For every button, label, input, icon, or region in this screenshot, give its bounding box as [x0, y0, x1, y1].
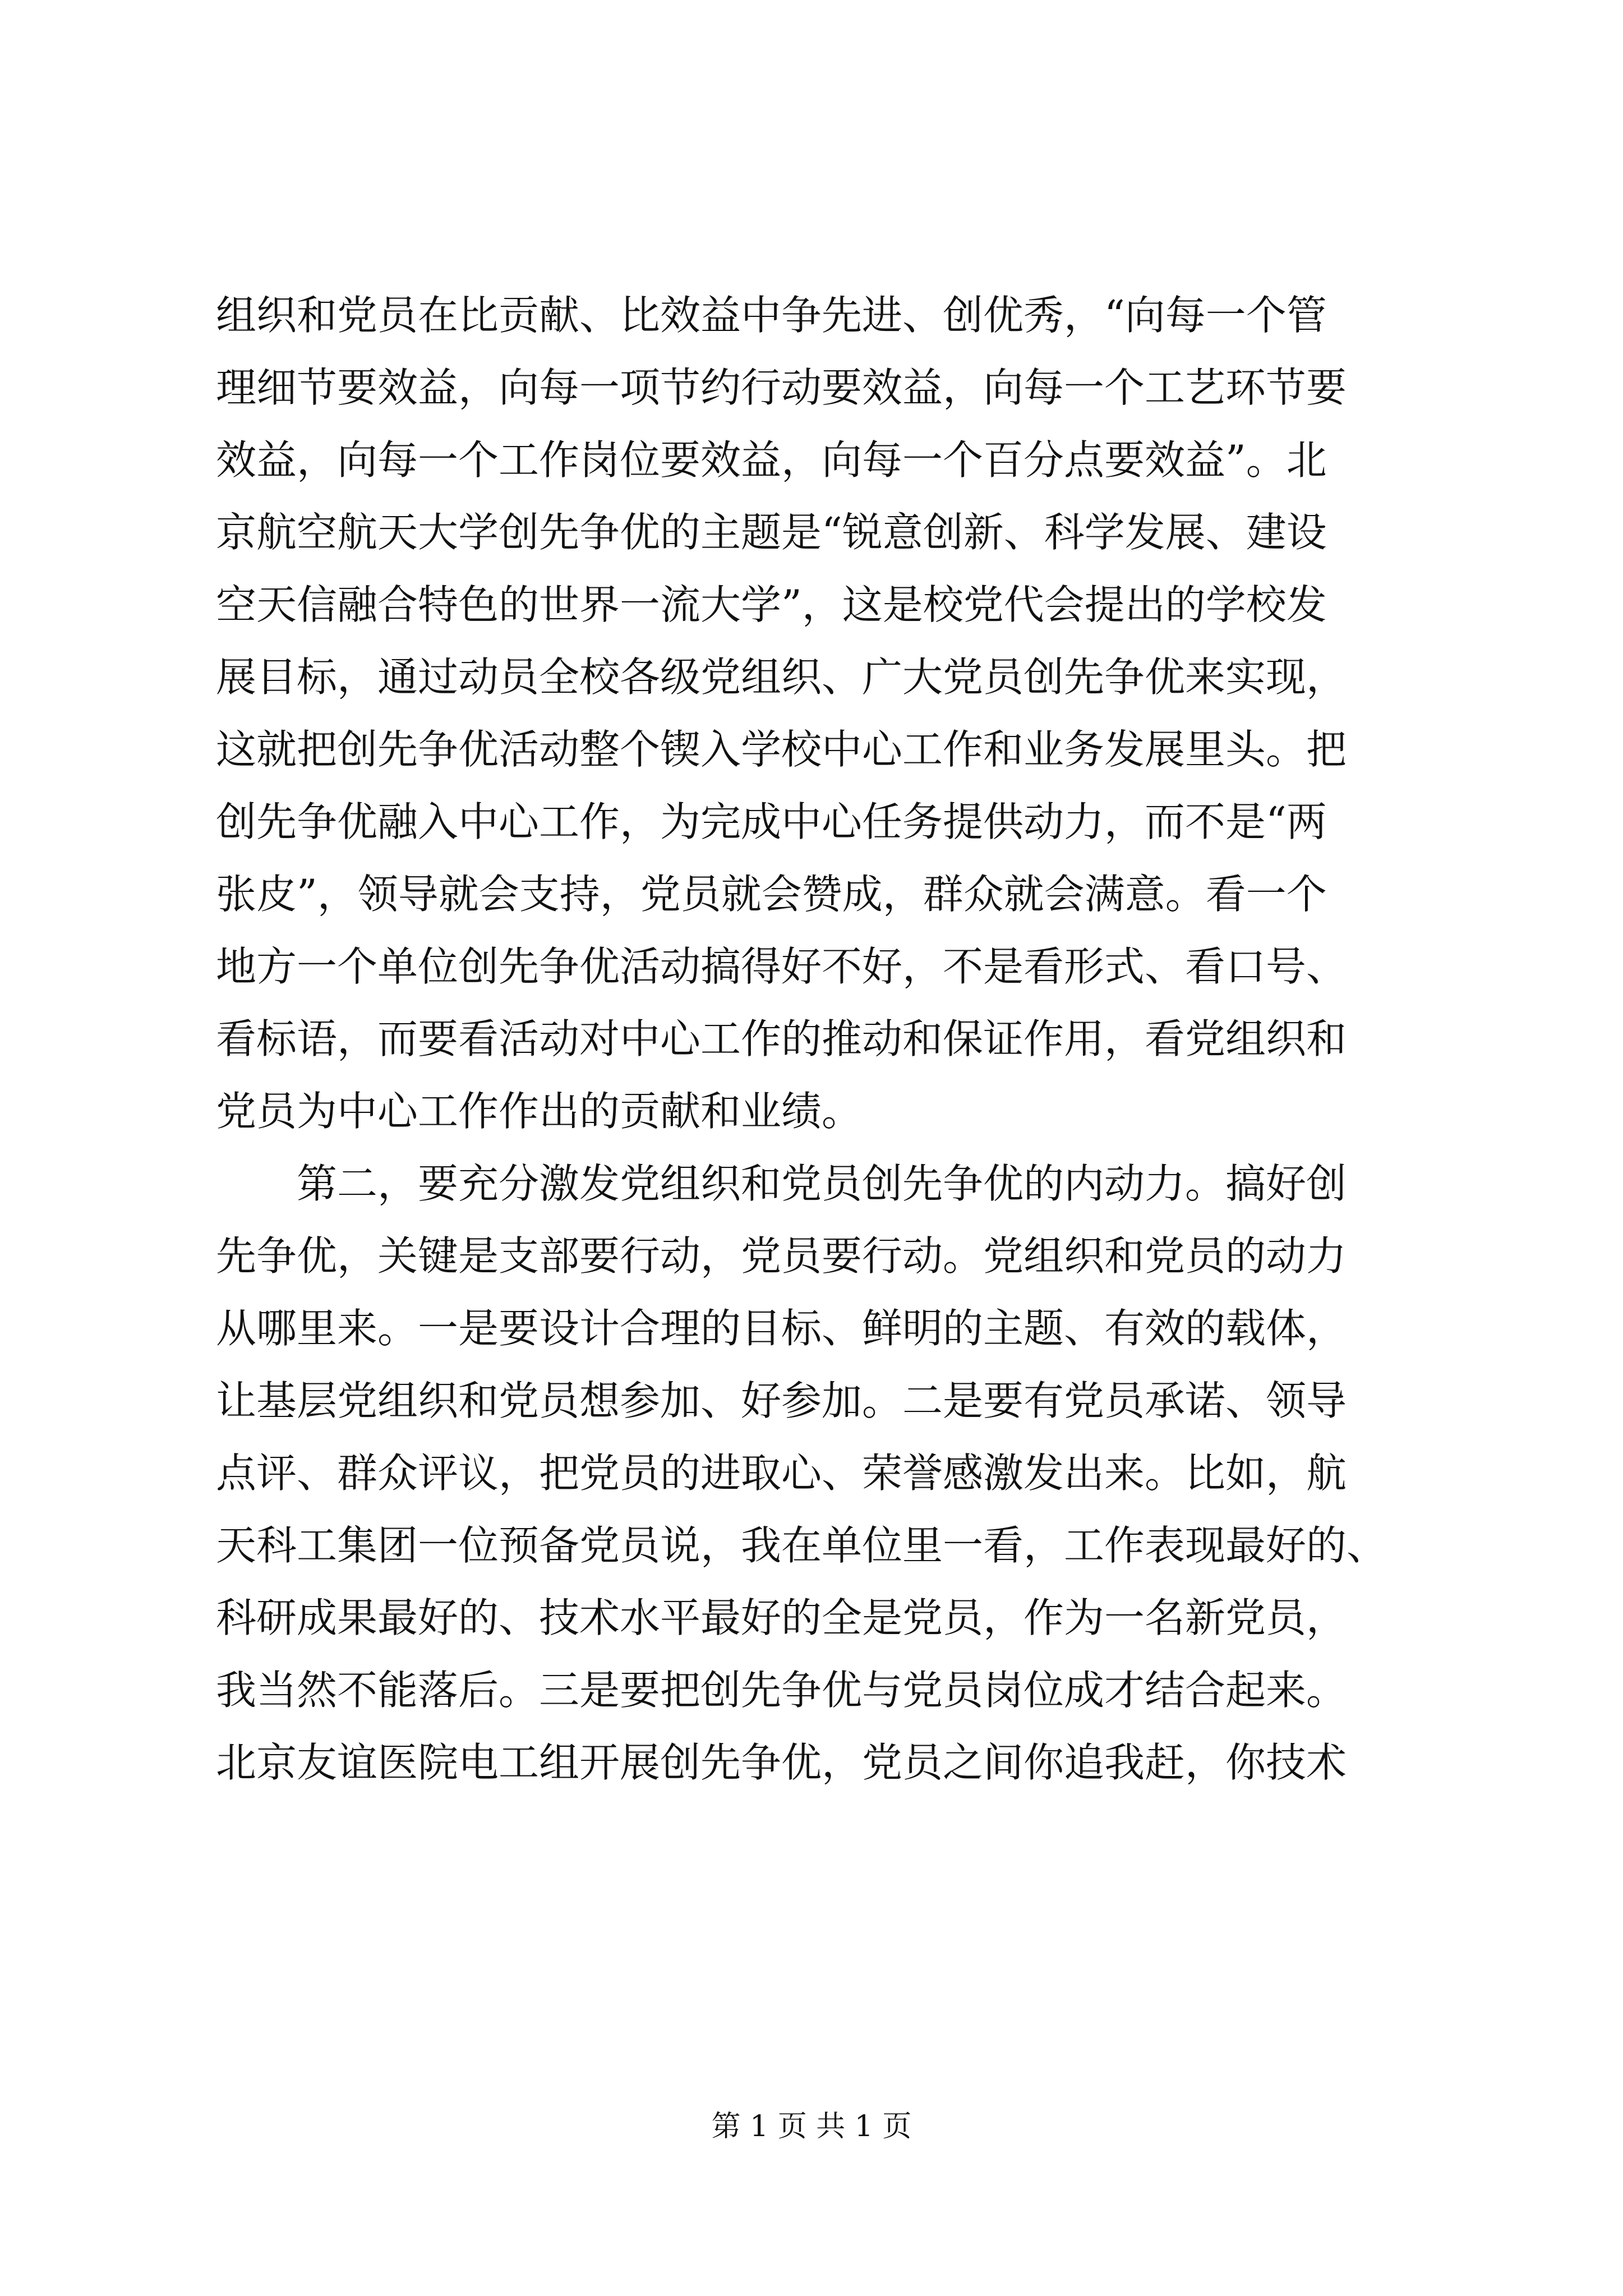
text-line: 张皮”，领导就会支持，党员就会赞成，群众就会满意。看一个	[216, 871, 1327, 918]
text-line: 效益，向每一个工作岗位要效益，向每一个百分点要效益”。北	[216, 436, 1327, 484]
text-line: 京航空航天大学创先争优的主题是“锐意创新、科学发展、建设	[216, 509, 1327, 556]
text-line: 天科工集团一位预备党员说，我在单位里一看，工作表现最好的、	[216, 1522, 1387, 1569]
text-line: 看标语，而要看活动对中心工作的推动和保证作用，看党组织和	[216, 1015, 1347, 1062]
text-line: 北京友谊医院电工组开展创先争优，党员之间你追我赶，你技术	[216, 1739, 1347, 1786]
page-footer	[0, 2107, 1623, 2146]
text-line: 创先争优融入中心工作，为完成中心任务提供动力，而不是“两	[216, 798, 1327, 845]
text-line: 从哪里来。一是要设计合理的目标、鲜明的主题、有效的载体，	[216, 1305, 1347, 1352]
text-line: 空天信融合特色的世界一流大学”，这是校党代会提出的学校发	[216, 581, 1327, 628]
text-line: 让基层党组织和党员想参加、好参加。二是要有党员承诺、领导	[216, 1377, 1347, 1424]
text-line: 第二，要充分激发党组织和党员创先争优的内动力。搞好创	[216, 1160, 1347, 1207]
page-number-label: 第 1 页 共 1 页	[711, 2110, 912, 2143]
text-line: 先争优，关键是支部要行动，党员要行动。党组织和党员的动力	[216, 1232, 1347, 1280]
text-line: 党员为中心工作作出的贡献和业绩。	[216, 1088, 863, 1135]
text-line: 理细节要效益，向每一项节约行动要效益，向每一个工艺环节要	[216, 364, 1347, 411]
text-line: 展目标，通过动员全校各级党组织、广大党员创先争优来实现，	[216, 654, 1347, 701]
text-line: 我当然不能落后。三是要把创先争优与党员岗位成才结合起来。	[216, 1667, 1347, 1714]
text-line: 点评、群众评议，把党员的进取心、荣誉感激发出来。比如，航	[216, 1450, 1347, 1497]
text-line: 地方一个单位创先争优活动搞得好不好，不是看形式、看口号、	[216, 943, 1347, 990]
text-line: 这就把创先争优活动整个锲入学校中心工作和业务发展里头。把	[216, 726, 1347, 773]
text-line: 科研成果最好的、技术水平最好的全是党员，作为一名新党员，	[216, 1594, 1347, 1641]
text-line: 组织和党员在比贡献、比效益中争先进、创优秀，“向每一个管	[216, 292, 1327, 339]
